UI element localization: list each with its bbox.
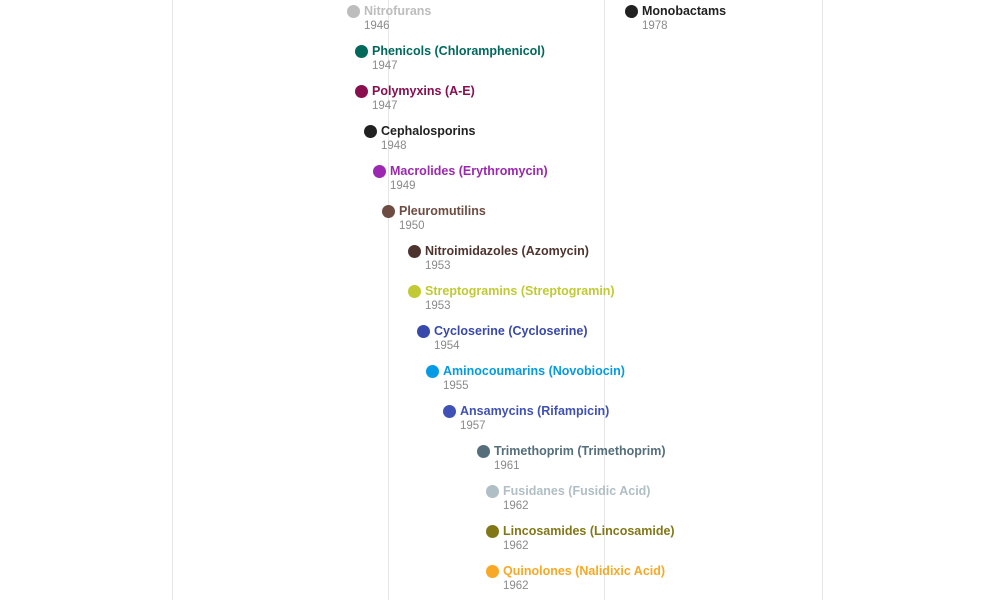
point-year: 1953 — [425, 260, 451, 272]
point-marker — [426, 365, 439, 378]
point-year: 1946 — [364, 20, 390, 32]
point-label: Quinolones (Nalidixic Acid) — [503, 564, 666, 578]
point-year: 1954 — [434, 340, 460, 352]
point-year: 1955 — [443, 380, 469, 392]
point-label: Streptogramins (Streptogramin) — [425, 284, 615, 298]
point-label: Nitrofurans — [364, 4, 432, 18]
gridline — [822, 0, 823, 600]
point-label: Fusidanes (Fusidic Acid) — [503, 484, 651, 498]
point-marker — [625, 5, 638, 18]
point-label: Trimethoprim (Trimethoprim) — [494, 444, 666, 458]
point-year: 1947 — [372, 100, 398, 112]
point-label: Phenicols (Chloramphenicol) — [372, 44, 545, 58]
point-label: Pleuromutilins — [399, 204, 486, 218]
point-label: Monobactams — [642, 4, 727, 18]
point-year: 1949 — [390, 180, 416, 192]
point-label: Lincosamides (Lincosamide) — [503, 524, 675, 538]
point-marker — [443, 405, 456, 418]
point-year: 1953 — [425, 300, 451, 312]
point-marker — [408, 285, 421, 298]
point-year: 1957 — [460, 420, 486, 432]
point-year: 1961 — [494, 460, 520, 472]
point-marker — [382, 205, 395, 218]
point-marker — [486, 485, 499, 498]
point-marker — [355, 45, 368, 58]
point-marker — [355, 85, 368, 98]
point-year: 1948 — [381, 140, 407, 152]
point-marker — [477, 445, 490, 458]
point-marker — [364, 125, 377, 138]
point-label: Macrolides (Erythromycin) — [390, 164, 548, 178]
point-label: Cephalosporins — [381, 124, 476, 138]
point-marker — [486, 525, 499, 538]
point-marker — [373, 165, 386, 178]
point-label: Nitroimidazoles (Azomycin) — [425, 244, 589, 258]
gridline — [172, 0, 173, 600]
point-year: 1962 — [503, 540, 529, 552]
point-marker — [417, 325, 430, 338]
point-marker — [347, 5, 360, 18]
point-marker — [408, 245, 421, 258]
point-label: Polymyxins (A-E) — [372, 84, 475, 98]
point-year: 1962 — [503, 500, 529, 512]
point-year: 1947 — [372, 60, 398, 72]
point-label: Aminocoumarins (Novobiocin) — [443, 364, 625, 378]
gridline — [604, 0, 605, 600]
point-label: Ansamycins (Rifampicin) — [460, 404, 610, 418]
point-year: 1978 — [642, 20, 668, 32]
point-label: Cycloserine (Cycloserine) — [434, 324, 588, 338]
point-year: 1950 — [399, 220, 425, 232]
point-year: 1962 — [503, 580, 529, 592]
point-marker — [486, 565, 499, 578]
